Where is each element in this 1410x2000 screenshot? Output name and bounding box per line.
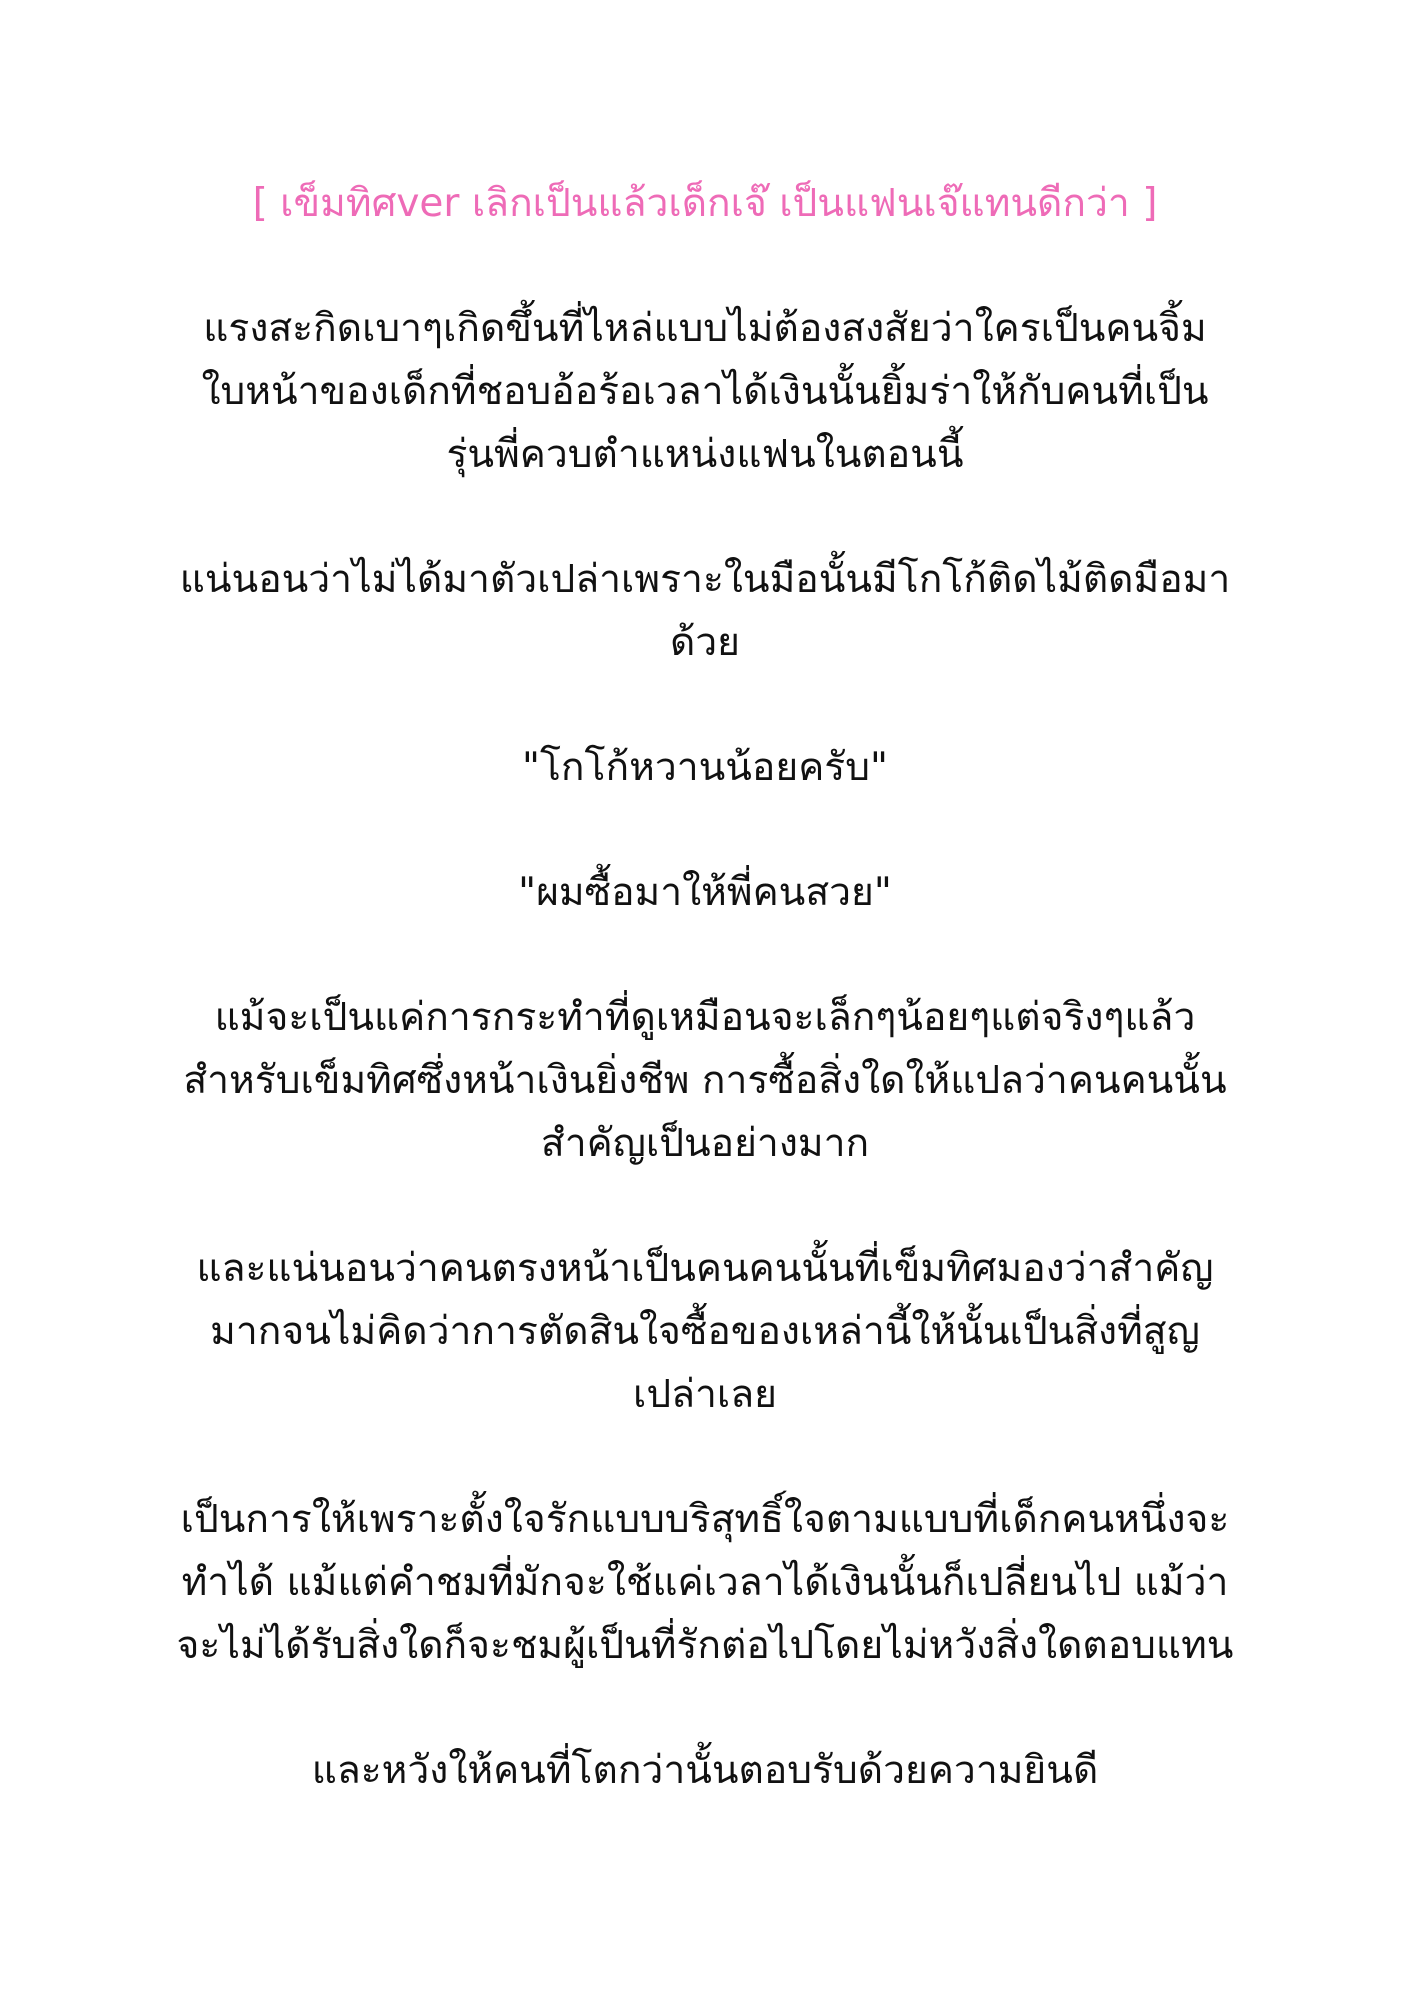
paragraph-6 — [135, 1739, 1275, 1802]
paragraph-line: แรงสะกิดเบาๆเกิดขึ้นที่ไหล่แบบไม่ต้องสงสัยว่าใครเป็นคนจิ้ม — [203, 306, 1207, 351]
paragraph-line: แน่นอนว่าไม่ได้มาตัวเปล่าเพราะในมือนั้นมีโกโก้ติดไม้ติดมือมา — [179, 557, 1231, 602]
paragraph-line: มากจนไม่คิดว่าการตัดสินใจซื้อของเหล่านี้ให้นั้นเป็นสิ่งที่สูญ — [210, 1309, 1200, 1354]
paragraph-line: และหวังให้คนที่โตกว่านั้นตอบรับด้วยความยินดี — [311, 1748, 1099, 1793]
paragraph-line: เปล่าเลย — [633, 1372, 777, 1417]
paragraph-line: สำคัญเป็นอย่างมาก — [540, 1121, 870, 1166]
paragraph-3 — [135, 986, 1275, 1175]
paragraph-line: ใบหน้าของเด็กที่ชอบอ้อร้อเวลาได้เงินนั้นยิ้มร่าให้กับคนที่เป็น — [201, 369, 1209, 414]
dialogue-line: "โกโก้หวานน้อยครับ" — [522, 745, 888, 790]
paragraph-line: สำหรับเข็มทิศซึ่งหน้าเงินยิ่งชีพ การซื้อสิ่งใดให้แปลว่าคนคนนั้น — [183, 1058, 1227, 1103]
paragraph-line: รุ่นพี่ควบตำแหน่งแฟนในตอนนี้ — [446, 432, 964, 477]
paragraph-1 — [135, 297, 1275, 486]
story-content — [135, 172, 1275, 1864]
dialogue-2 — [135, 861, 1275, 924]
dialogue-line: "ผมซื้อมาให้พี่คนสวย" — [518, 870, 892, 915]
paragraph-line: ด้วย — [669, 620, 741, 665]
chapter-title: [ เข็มทิศver เลิกเป็นแล้วเด็กเจ๊ เป็นแฟนเจ๊แทนดีกว่า ] — [252, 181, 1158, 226]
paragraph-line: เป็นการให้เพราะตั้งใจรักแบบบริสุทธิ์ใจตามแบบที่เด็กคนหนึ่งจะ — [180, 1497, 1230, 1542]
paragraph-4 — [135, 1237, 1275, 1426]
dialogue-1 — [135, 736, 1275, 799]
paragraph-2 — [135, 548, 1275, 674]
paragraph-line: และแน่นอนว่าคนตรงหน้าเป็นคนคนนั้นที่เข็มทิศมองว่าสำคัญ — [196, 1246, 1214, 1291]
paragraph-5 — [135, 1488, 1275, 1677]
paragraph-line: แม้จะเป็นแค่การกระทำที่ดูเหมือนจะเล็กๆน้อยๆแต่จริงๆแล้ว — [214, 995, 1196, 1040]
paragraph-line: ทำได้ แม้แต่คำชมที่มักจะใช้แค่เวลาได้เงินนั้นก็เปลี่ยนไป แม้ว่า — [181, 1560, 1229, 1605]
paragraph-line: จะไม่ได้รับสิ่งใดก็จะชมผู้เป็นที่รักต่อไปโดยไม่หวังสิ่งใดตอบแทน — [176, 1623, 1234, 1668]
